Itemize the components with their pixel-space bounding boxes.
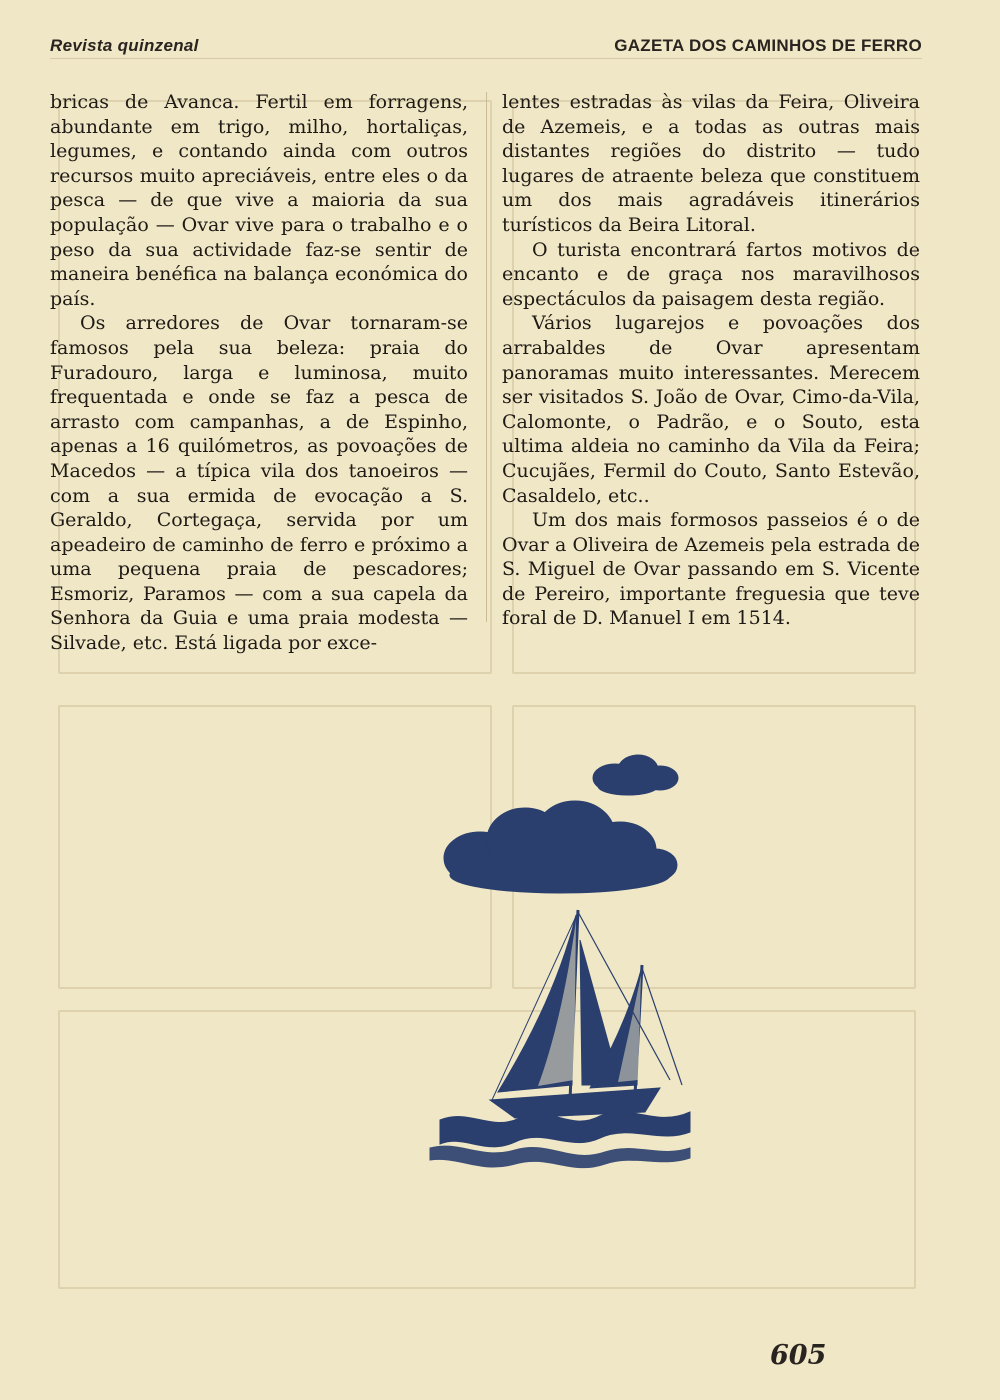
paragraph: O turista encontrará fartos motivos de encanto e de graça nos maravilhosos espectáculos da paisagem desta região.: [502, 238, 920, 310]
publication-title: GAZETA DOS CAMINHOS DE FERRO: [614, 36, 922, 55]
text-column-right: [502, 90, 920, 631]
waves-icon: [440, 1112, 690, 1147]
paragraph: Vários lugarejos e povoações dos arrabaldes de Ovar apresentam panoramas muito interessantes. Merecem ser visitados S. João de Ovar, Cimo-da-Vila, Calomonte, o Padrão, e o Souto, esta ultima aldeia no caminho da Vila da Feira; Cucujães, Fermil do Couto, Santo Estevão, Casaldelo, etc..: [502, 312, 920, 507]
paragraph: Os arredores de Ovar tornaram-se famosos pela sua beleza: praia do Furadouro, larga e luminosa, muito frequentada e onde se faz a pesca de arrasto com campanhas, a de Espinho, apenas a 16 quilómetros, as povoações de Macedos — a típica vila dos tanoeiros — com a sua ermida de evocação a S. Geraldo, Cortegaça, servida por um apeadeiro de caminho de ferro e próximo a uma pequena praia de pescadores; Esmoriz, Paramos — com a sua capela da Senhora da Guia e uma praia modesta — Silvade, etc. Está ligada por exce-: [50, 312, 468, 655]
text-column-left: [50, 90, 468, 656]
column-divider: [486, 92, 487, 622]
paragraph: bricas de Avanca. Fertil em forragens, abundante em trigo, milho, hortaliças, legumes, e contando ainda com outros recursos muito apreciáveis, entre eles o da pesca — de que vive a maioria da sua população — Ovar vive para o trabalho e o peso da sua actividade faz-se sentir de maneira benéfica na balança económica do país.: [50, 91, 468, 310]
paragraph: lentes estradas às vilas da Feira, Oliveira de Azemeis, e a todas as outras mais distantes regiões do distrito — tudo lugares de atraente beleza que constituem um dos mais agradáveis itinerários turísticos da Beira Litoral.: [502, 91, 920, 236]
publication-frequency: Revista quinzenal: [50, 36, 199, 55]
sailing-ship-illustration: [420, 740, 700, 1180]
paragraph: Um dos mais formosos passeios é o de Ovar a Oliveira de Azemeis pela estrada de S. Miguel de Ovar passando em S. Vicente de Pereiro, importante freguesia que teve foral de D. Manuel I em 1514.: [502, 509, 920, 630]
page-header: [50, 28, 922, 59]
page-number: 605: [770, 1340, 827, 1371]
large-cloud-icon: [444, 801, 677, 893]
small-cloud-icon: [593, 755, 678, 795]
